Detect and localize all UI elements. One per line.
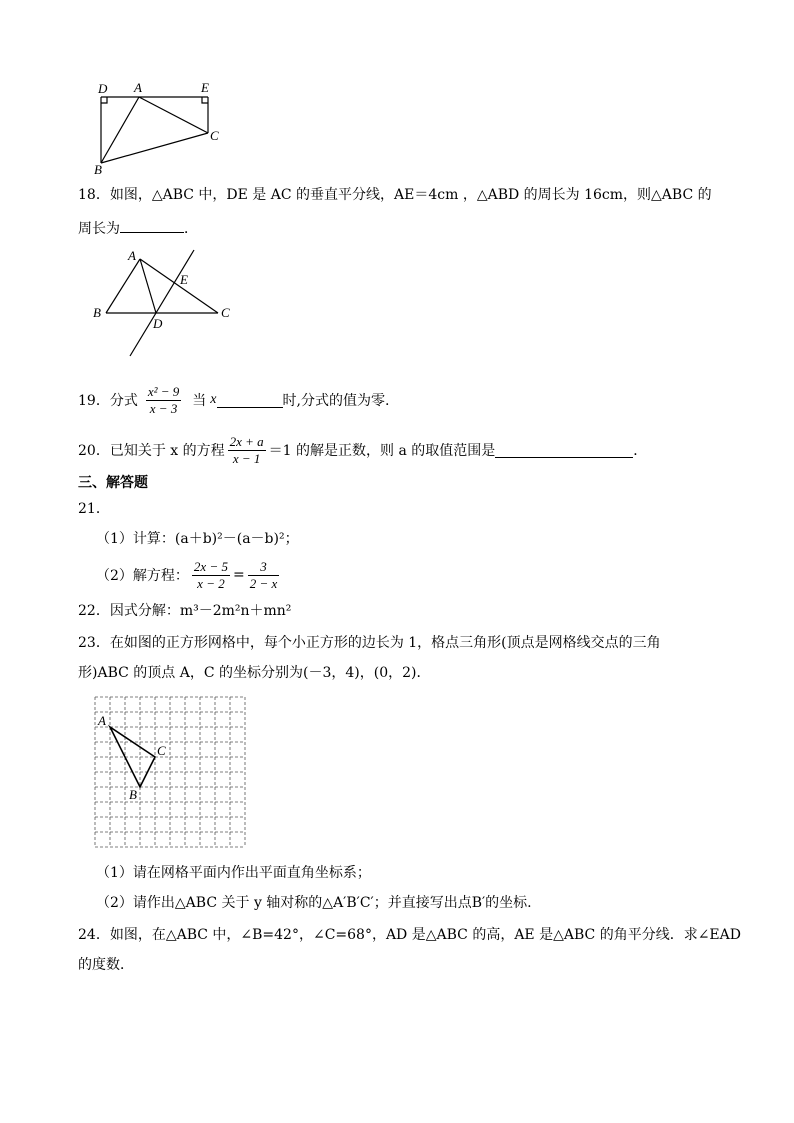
q21-lhs-numerator: 2x − 5 — [193, 558, 228, 574]
q19-frac-numerator: x² − 9 — [147, 383, 180, 399]
q18-text: 18．如图，△ABC 中，DE 是 AC 的垂直平分线，AE＝4cm ，△ABD 的周长为 16cm，则△ABC 的 — [78, 187, 712, 203]
question-21-number: 21． — [78, 501, 110, 517]
fig17-label-C: C — [210, 128, 219, 143]
figure-23-grid-diagram — [92, 692, 252, 852]
q20-mid: ＝1 的解是正数，则 a 的取值范围是 — [268, 443, 496, 459]
fig23-label-A: A — [98, 713, 106, 728]
q20-fraction — [228, 434, 266, 467]
question-18-line1 — [78, 186, 712, 204]
q20-frac-numerator: 2x + a — [229, 433, 264, 449]
q21-rhs-numerator: 3 — [248, 559, 280, 576]
figure-17-diagram — [88, 76, 228, 176]
question-21-part1: （1）计算：(a＋b)²－(a－b)²； — [96, 531, 299, 547]
q20-answer-blank[interactable] — [495, 443, 633, 458]
fig17-label-B: B — [94, 162, 102, 176]
fig17-label-A: A — [134, 80, 142, 95]
question-20 — [78, 430, 647, 470]
q18-answer-blank[interactable] — [120, 218, 184, 233]
q19-frac-denominator: x − 3 — [149, 400, 178, 416]
q20-prefix: 20．已知关于 x 的方程 — [78, 443, 225, 459]
q21-part2-prefix: （2）解方程： — [96, 568, 189, 584]
fig17-label-D: D — [98, 81, 108, 96]
question-23-part2: （2）请作出△ABC 关于 y 轴对称的△A′B′C′；并直接写出点B′的坐标. — [96, 895, 532, 911]
q21-equals: = — [232, 567, 245, 583]
question-23-part1: （1）请在网格平面内作出平面直角坐标系； — [96, 865, 371, 881]
grid-lines — [95, 697, 245, 847]
fig18-label-E: E — [180, 272, 188, 287]
q19-mid: 当 — [192, 393, 207, 409]
q18-text-line2: 周长为 — [78, 221, 120, 237]
question-24-line2: 的度数． — [78, 957, 134, 973]
q18-text-end: ． — [184, 221, 198, 237]
fig18-label-B: B — [93, 305, 101, 320]
section-3-heading: 三、解答题 — [78, 475, 148, 491]
q21-rhs-fraction — [248, 559, 280, 592]
q19-suffix: 时,分式的值为零. — [282, 393, 390, 409]
fig23-label-B: B — [129, 787, 137, 802]
figure-18-diagram — [90, 244, 240, 362]
question-18-line2 — [78, 218, 198, 238]
question-23-line1: 23．在如图的正方形网格中，每个小正方形的边长为 1，格点三角形(顶点是网格线交点的三角 — [78, 635, 661, 651]
q19-variable: x — [210, 392, 217, 407]
q21-lhs-fraction — [192, 559, 230, 592]
fig18-label-D: D — [153, 316, 163, 331]
question-21-part2 — [96, 555, 282, 595]
q19-prefix: 19．分式 — [78, 393, 138, 409]
question-23-line2: 形)ABC 的顶点 A，C 的坐标分别为(－3，4)，(0，2)． — [78, 665, 431, 681]
q20-frac-denominator: x − 1 — [232, 450, 261, 466]
q19-answer-blank[interactable] — [217, 393, 283, 408]
q20-suffix: ． — [633, 443, 648, 459]
question-19 — [78, 380, 389, 420]
fig18-label-C: C — [221, 305, 230, 320]
question-24-line1: 24．如图，在△ABC 中，∠B=42°，∠C=68°，AD 是△ABC 的高，AE 是△ABC 的角平分线．求∠EAD — [78, 927, 741, 943]
fig17-label-E: E — [201, 80, 209, 95]
q21-lhs-denominator: x − 2 — [197, 575, 225, 591]
question-22: 22．因式分解：m³－2m²n＋mn² — [78, 603, 292, 619]
q21-rhs-denominator: 2 − x — [249, 575, 278, 591]
fig18-label-A: A — [128, 248, 136, 263]
fig23-label-C: C — [157, 743, 166, 758]
q19-fraction — [146, 384, 181, 417]
